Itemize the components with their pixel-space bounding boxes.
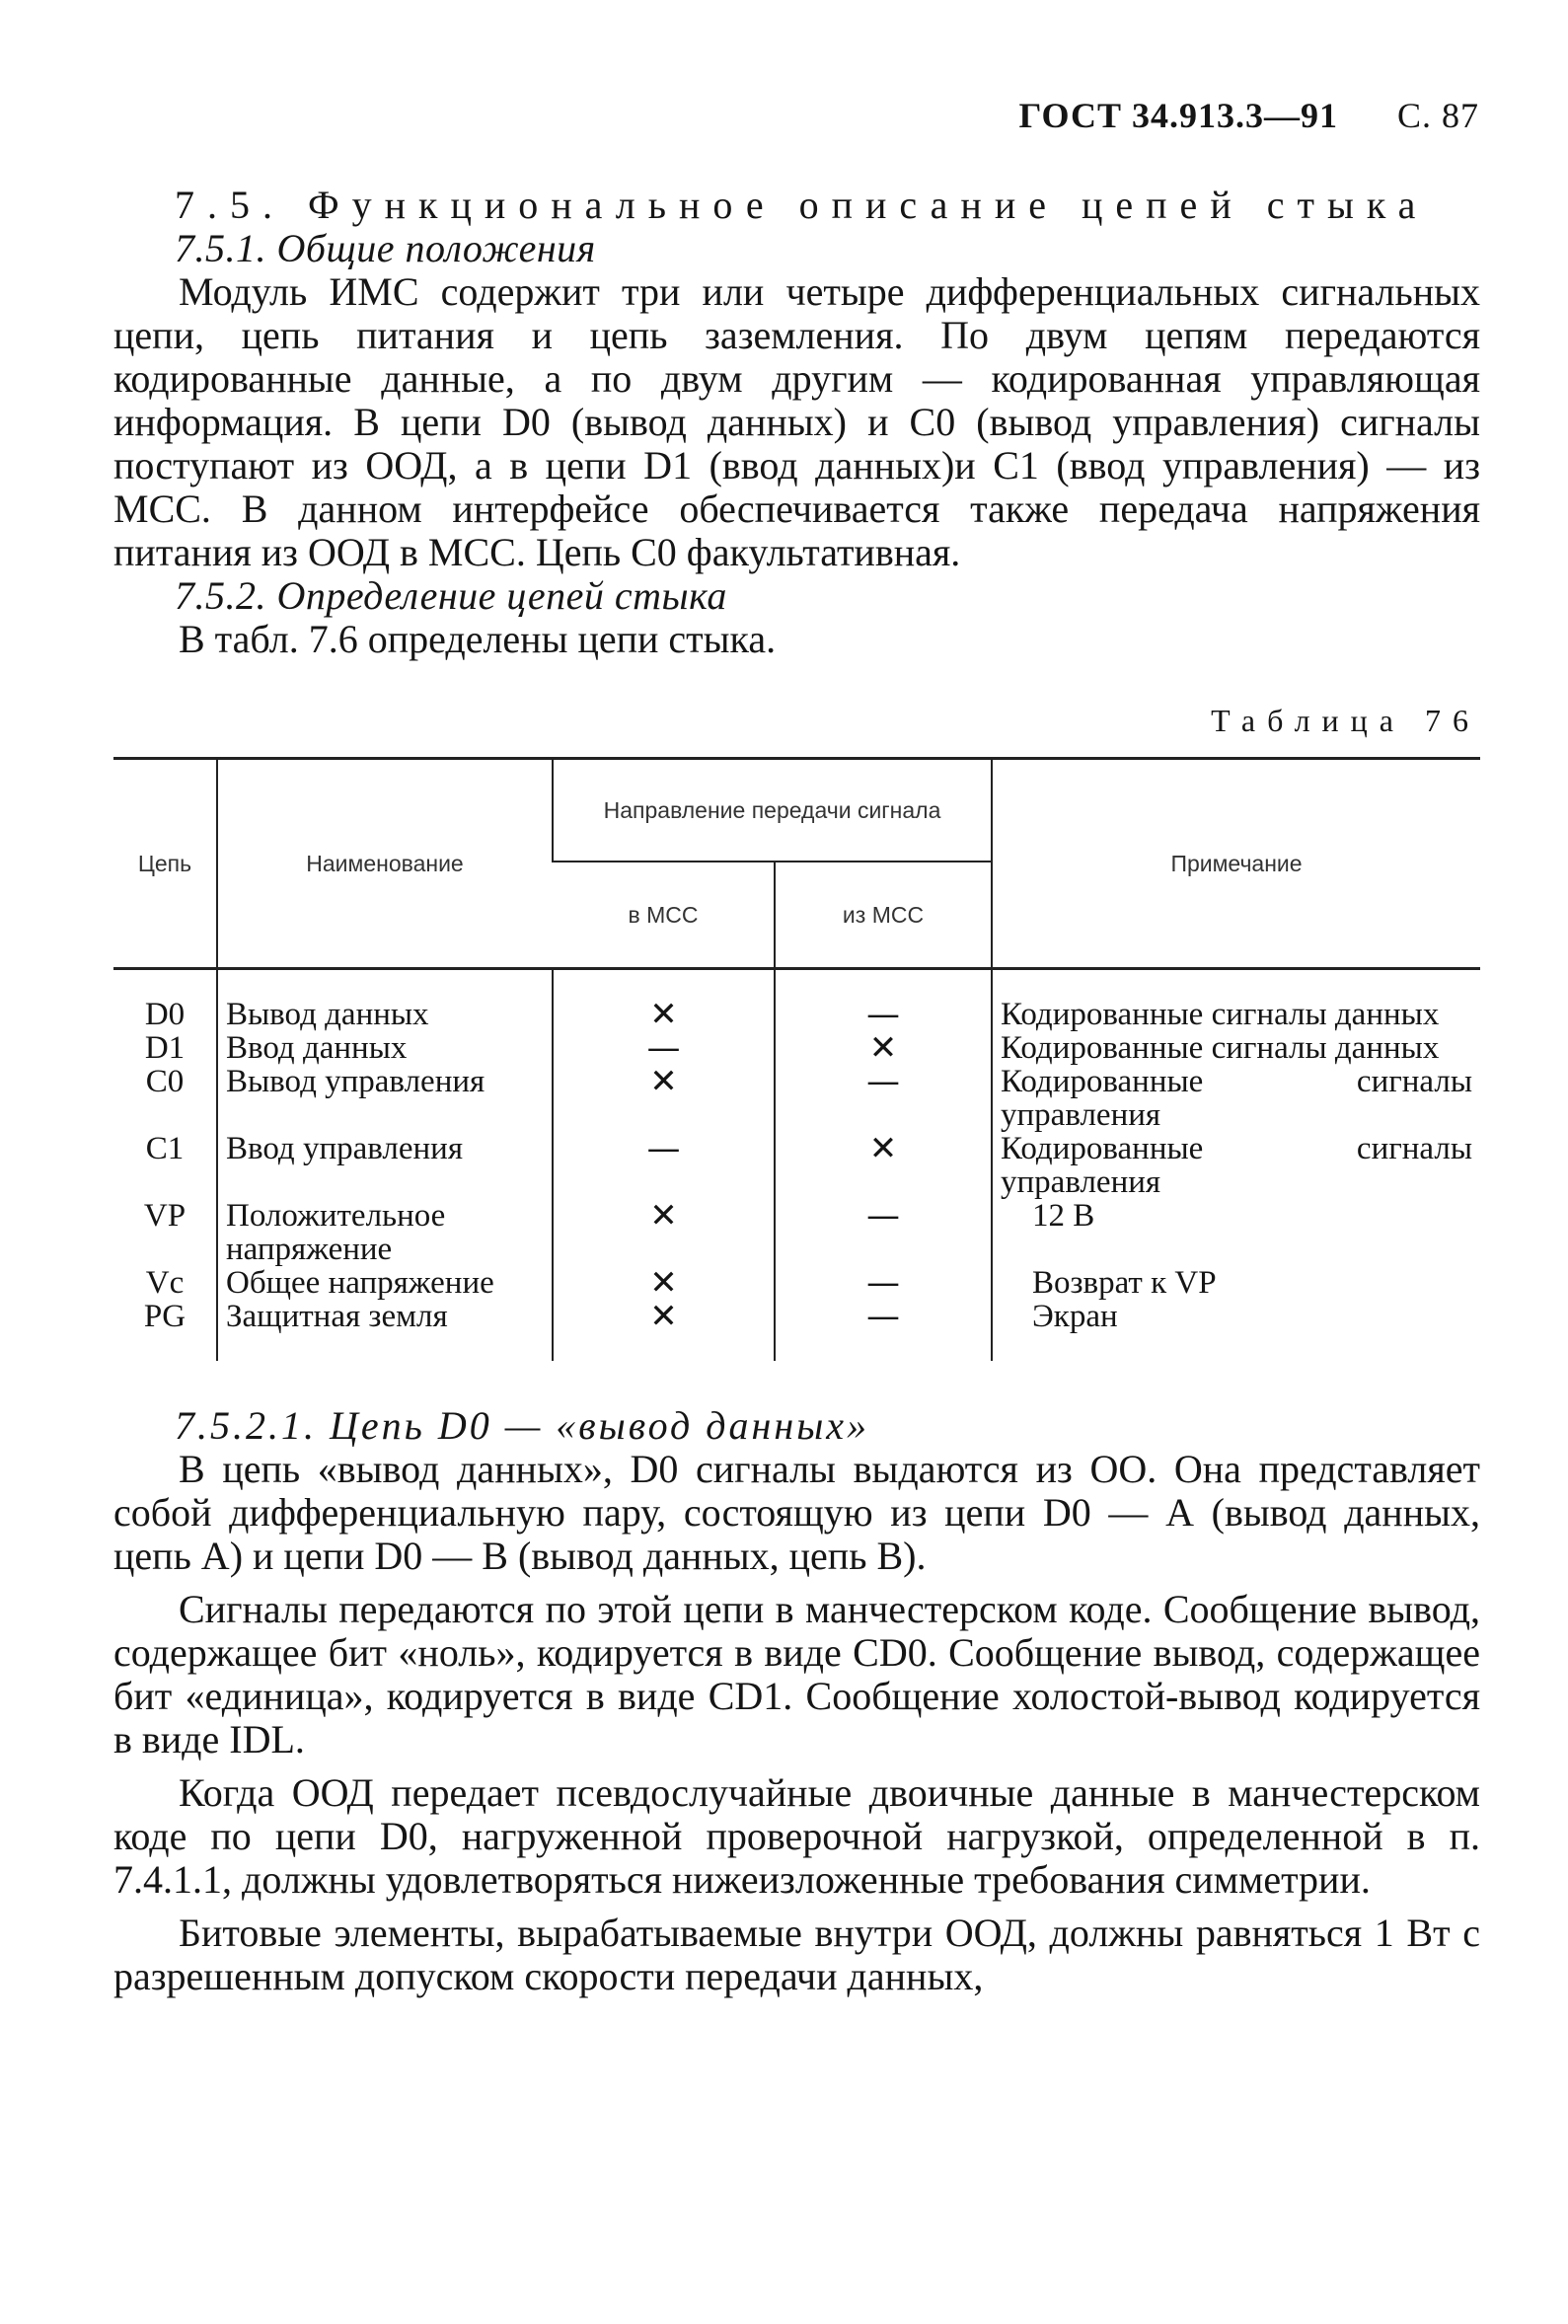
header-direction: Направление передачи сигнала — [553, 759, 992, 862]
cell-circuit: C1 — [145, 1131, 185, 1166]
cell-circuit: C0 — [145, 1064, 185, 1099]
cell-name: Вывод управления — [217, 1065, 553, 1132]
cell-note: Возврат к VP — [992, 1266, 1480, 1300]
header-from-mcc: из МСС — [775, 862, 992, 969]
cell-from-mcc: ✕ — [775, 1031, 992, 1065]
section-title: 7.5. Функциональное описание цепей стыка — [175, 183, 1429, 227]
cell-to-mcc: ✕ — [553, 1300, 775, 1361]
cell-from-mcc: — — [775, 1065, 992, 1132]
table-row — [113, 1031, 1480, 1065]
cell-note: Кодированные сигналы данных — [992, 1031, 1480, 1065]
page-number: С. 87 — [1396, 96, 1479, 135]
cell-to-mcc: ✕ — [553, 1065, 775, 1132]
table-row — [113, 1132, 1480, 1199]
cell-to-mcc: — — [553, 1132, 775, 1199]
cell-circuit: Vc — [145, 1265, 185, 1301]
cell-note: Кодированные сигналы управления — [992, 1065, 1480, 1132]
cell-to-mcc: ✕ — [553, 1266, 775, 1300]
header-name: Наименование — [217, 759, 553, 969]
cell-to-mcc: — — [553, 1031, 775, 1065]
cell-from-mcc: — — [775, 1199, 992, 1266]
header-note: Примечание — [992, 759, 1480, 969]
cell-circuit: D1 — [144, 1030, 186, 1066]
subsection-title-752: 7.5.2. Определение цепей стыка — [175, 573, 727, 618]
cell-circuit: VP — [143, 1198, 187, 1234]
subsection-title-7521: 7.5.2.1. Цепь D0 — «вывод данных» — [175, 1403, 870, 1448]
cell-from-mcc: — — [775, 1300, 992, 1361]
header-to-mcc: в МСС — [553, 862, 775, 969]
cell-note: Кодированные сигналы данных — [992, 969, 1480, 1032]
cell-name: Защитная земля — [217, 1300, 553, 1361]
cell-note: Кодированные сигналы управления — [992, 1132, 1480, 1199]
paragraph-manchester-code: Сигналы передаются по этой цепи в манчестерском коде. Сообщение вывод, содержащее бит «ноль», кодируется в виде CD0. Сообщение вывод, содержащее бит «единица», кодируется в виде CD1. Сообщение холостой-вывод кодируется в виде IDL. — [113, 1587, 1480, 1762]
paragraph-symmetry: Когда ООД передает псевдослучайные двоичные данные в манчестерском коде по цепи D0, нагруженной проверочной нагрузкой, определенной в п. 7.4.1.1, должны удовлетворяться нижеизложенные требования симметрии. — [113, 1770, 1480, 1902]
cell-name: Общее напряжение — [217, 1266, 553, 1300]
cell-note: Экран — [992, 1300, 1480, 1361]
cell-from-mcc: — — [775, 1266, 992, 1300]
subsection-title-751: 7.5.1. Общие положения — [175, 226, 596, 270]
paragraph-table-ref: В табл. 7.6 определены цепи стыка. — [179, 617, 777, 661]
cell-name: Ввод данных — [217, 1031, 553, 1065]
cell-name: Вывод данных — [217, 969, 553, 1032]
paragraph-d0-description: В цепь «вывод данных», D0 сигналы выдаются из ОО. Она представляет собой дифференциальную пару, состоящую из цепи D0 — А (вывод данных, цепь А) и цепи D0 — В (вывод данных, цепь В). — [113, 1447, 1480, 1578]
table-row — [113, 1065, 1480, 1132]
paragraph-general: Модуль ИМС содержит три или четыре дифференциальных сигнальных цепи, цепь питания и цепь заземления. По двум цепям передаются кодированные данные, а по двум другим — кодированная управляющая информация. В цепи D0 (вывод данных) и C0 (вывод управления) сигналы поступают из ООД, а в цепи D1 (ввод данных)и C1 (ввод управления) — из МСС. В данном интерфейсе обеспечивается также передача напряжения питания из ООД в МСС. Цепь C0 факультативная. — [113, 269, 1480, 574]
page-content — [113, 184, 1480, 1998]
header-circuit: Цепь — [113, 759, 217, 969]
table-row — [113, 1266, 1480, 1300]
cell-from-mcc: — — [775, 969, 992, 1032]
cell-note: 12 В — [992, 1199, 1480, 1266]
cell-from-mcc: ✕ — [775, 1132, 992, 1199]
paragraph-bit-elements: Битовые элементы, вырабатываемые внутри ООД, должны равняться 1 Вт с разрешенным допуском скорости передачи данных, — [113, 1911, 1480, 1998]
cell-circuit: PG — [143, 1299, 187, 1334]
cell-name: Ввод управления — [217, 1132, 553, 1199]
cell-to-mcc: ✕ — [553, 1199, 775, 1266]
cell-circuit: D0 — [144, 997, 186, 1032]
table-caption: Таблица 76 — [1211, 703, 1480, 738]
table-row — [113, 969, 1480, 1032]
standard-number: ГОСТ 34.913.3—91 — [1018, 96, 1338, 135]
cell-to-mcc: ✕ — [553, 969, 775, 1032]
table-row — [113, 1300, 1480, 1361]
table-row — [113, 1199, 1480, 1266]
circuits-table — [113, 757, 1480, 1361]
cell-name: Положительное напряжение — [217, 1199, 553, 1266]
page-header — [1019, 95, 1479, 136]
